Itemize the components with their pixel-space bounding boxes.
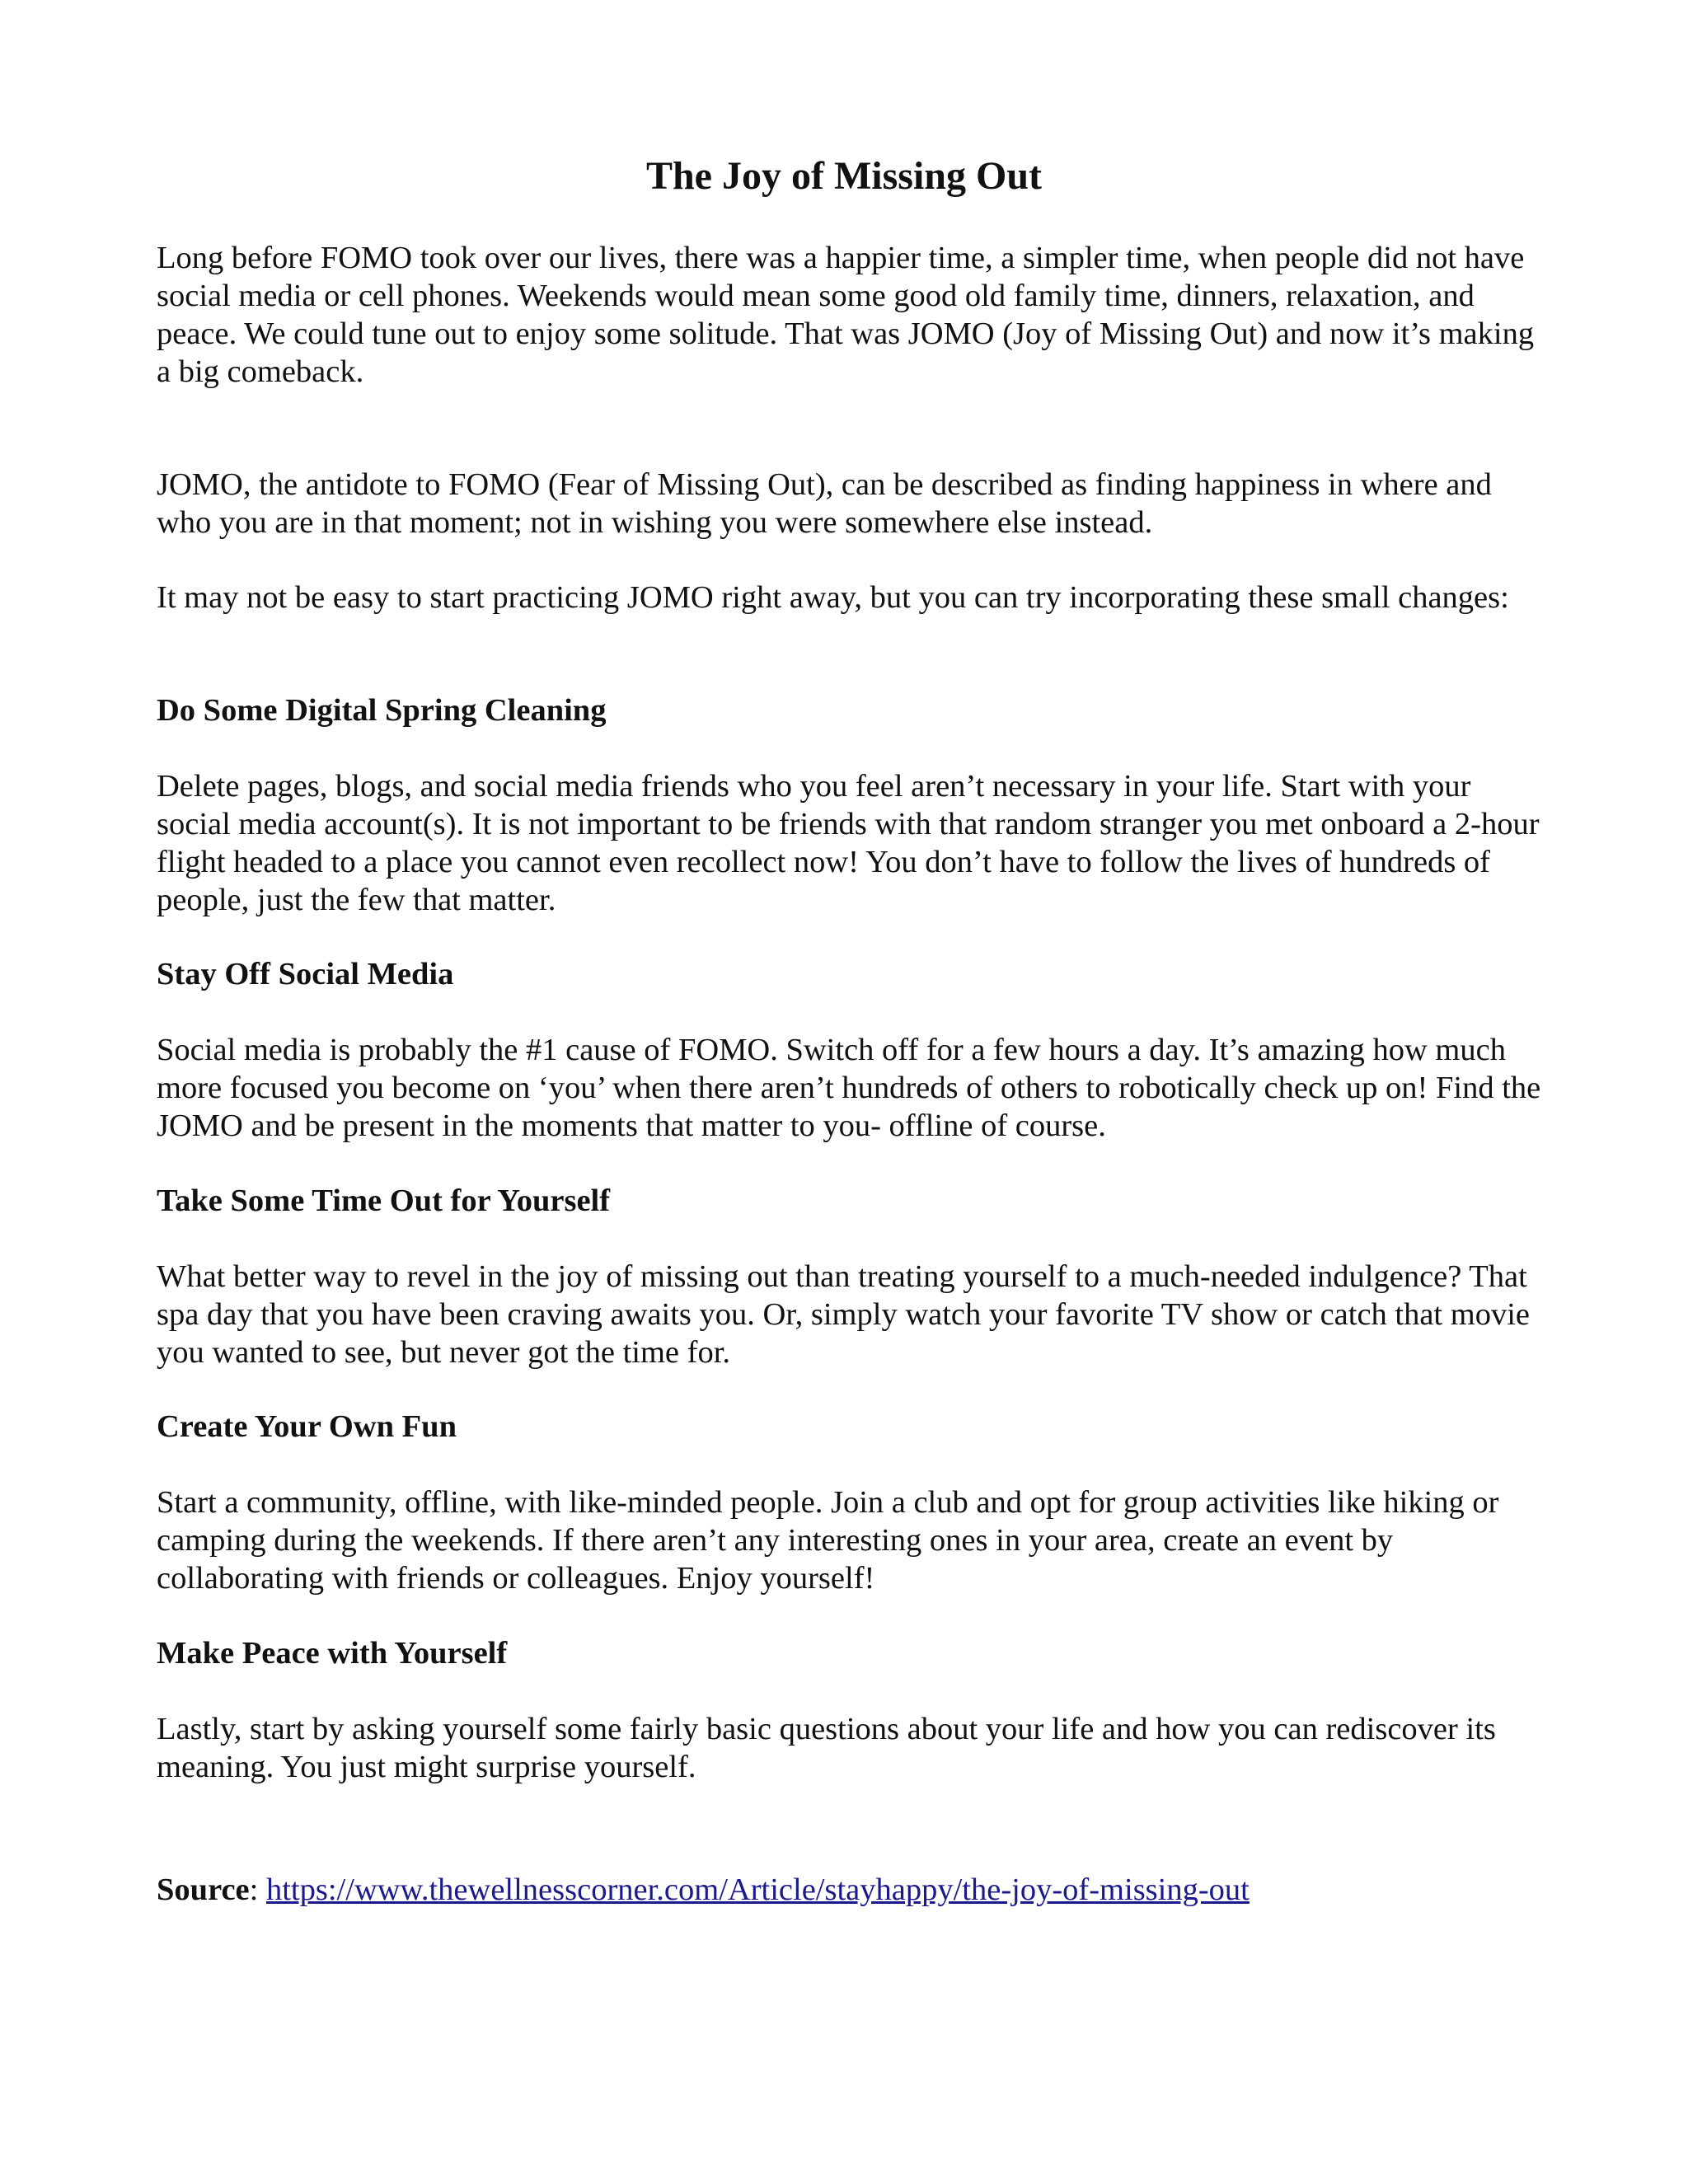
section-body-create-your-own-fun: Start a community, offline, with like-minded people. Join a club and opt for group activities like hiking or camping during the weekends. If there aren’t any interesting ones in your area, create an event by collaborating with friends or colleagues. Enjoy yourself! [157, 1485, 1499, 1596]
section-body-time-out: What better way to revel in the joy of missing out than treating yourself to a much-needed indulgence? That spa day that you have been craving awaits you. Or, simply watch your favorite TV show or catch that movie you wanted to see, but never got the time for. [157, 1259, 1530, 1370]
section-heading-create-your-own-fun: Create Your Own Fun [157, 1409, 457, 1444]
intro-paragraph-2: JOMO, the antidote to FOMO (Fear of Missing Out), can be described as finding happiness in where and who you are in that moment; not in wishing you were somewhere else instead. [157, 467, 1492, 540]
section-body-make-peace: Lastly, start by asking yourself some fairly basic questions about your life and how you can rediscover its meaning. You just might surprise yourself. [157, 1712, 1496, 1784]
source-line [157, 1871, 1550, 1909]
section-heading-digital-spring-cleaning: Do Some Digital Spring Cleaning [157, 693, 607, 728]
section-heading-time-out: Take Some Time Out for Yourself [157, 1183, 611, 1218]
intro-paragraph-1: Long before FOMO took over our lives, there was a happier time, a simpler time, when people did not have social media or cell phones. Weekends would mean some good old family time, dinners, relaxation, and peace. We could tune out to enjoy some solitude. That was JOMO (Joy of Missing Out) and now it’s making a big comeback. [157, 241, 1535, 389]
section-heading-stay-off-social-media: Stay Off Social Media [157, 957, 454, 991]
section-heading-make-peace: Make Peace with Yourself [157, 1636, 508, 1671]
source-label: Source [157, 1872, 250, 1907]
page-title: The Joy of Missing Out [645, 154, 1043, 198]
source-link[interactable]: https://www.thewellnesscorner.com/Article/stayhappy/the-joy-of-missing-out [265, 1872, 1250, 1907]
source-separator: : [249, 1872, 266, 1907]
section-body-digital-spring-cleaning: Delete pages, blogs, and social media friends who you feel aren’t necessary in your life. Start with your social media account(s). It is not important to be friends with that random stranger you met onboard a 2-hour flight headed to a place you cannot even recollect now! You don’t have to follow the lives of hundreds of people, just the few that matter. [157, 769, 1540, 917]
intro-paragraph-3: It may not be easy to start practicing JOMO right away, but you can try incorporating these small changes: [157, 580, 1509, 615]
section-body-stay-off-social-media: Social media is probably the #1 cause of FOMO. Switch off for a few hours a day. It’s amazing how much more focused you become on ‘you’ when there aren’t hundreds of others to robotically check up on! Find the JOMO and be present in the moments that matter to you- offline of course. [157, 1033, 1541, 1143]
